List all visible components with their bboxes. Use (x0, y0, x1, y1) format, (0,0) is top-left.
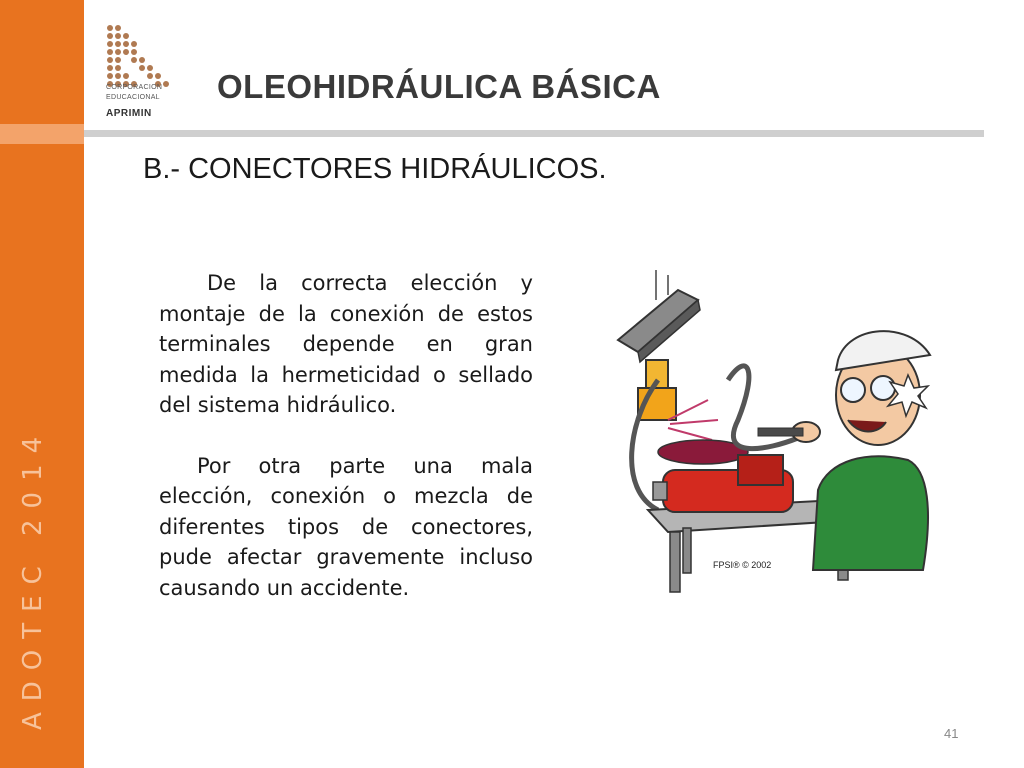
logo-line2: EDUCACIONAL (106, 94, 160, 101)
hydraulic-accident-illustration (608, 270, 948, 600)
logo-brand: APRIMIN (106, 108, 152, 119)
paragraph-2: Por otra parte una mala elección, conexión o mezcla de diferentes tipos de conectores, pude afectar gravemente incluso causando un accidente. (159, 453, 533, 600)
aprimin-logo-icon (104, 22, 184, 120)
body-text (159, 268, 533, 603)
illustration-credit: FPSI® © 2002 (713, 560, 772, 570)
section-subtitle: B.- CONECTORES HIDRÁULICOS. (143, 153, 607, 185)
page-number: 41 (944, 726, 959, 741)
paragraph-1: De la correcta elección y montaje de la conexión de estos terminales depende en gran medida la hermeticidad o sellado del sistema hidráulico. (159, 271, 533, 417)
logo-line1: CORPORACION (106, 84, 163, 91)
sidebar-accent-band (0, 124, 84, 144)
sidebar-vertical-text: ADOTEC 2014 (18, 425, 48, 730)
page-title: OLEOHIDRÁULICA BÁSICA (217, 68, 661, 105)
title-divider (84, 130, 984, 137)
